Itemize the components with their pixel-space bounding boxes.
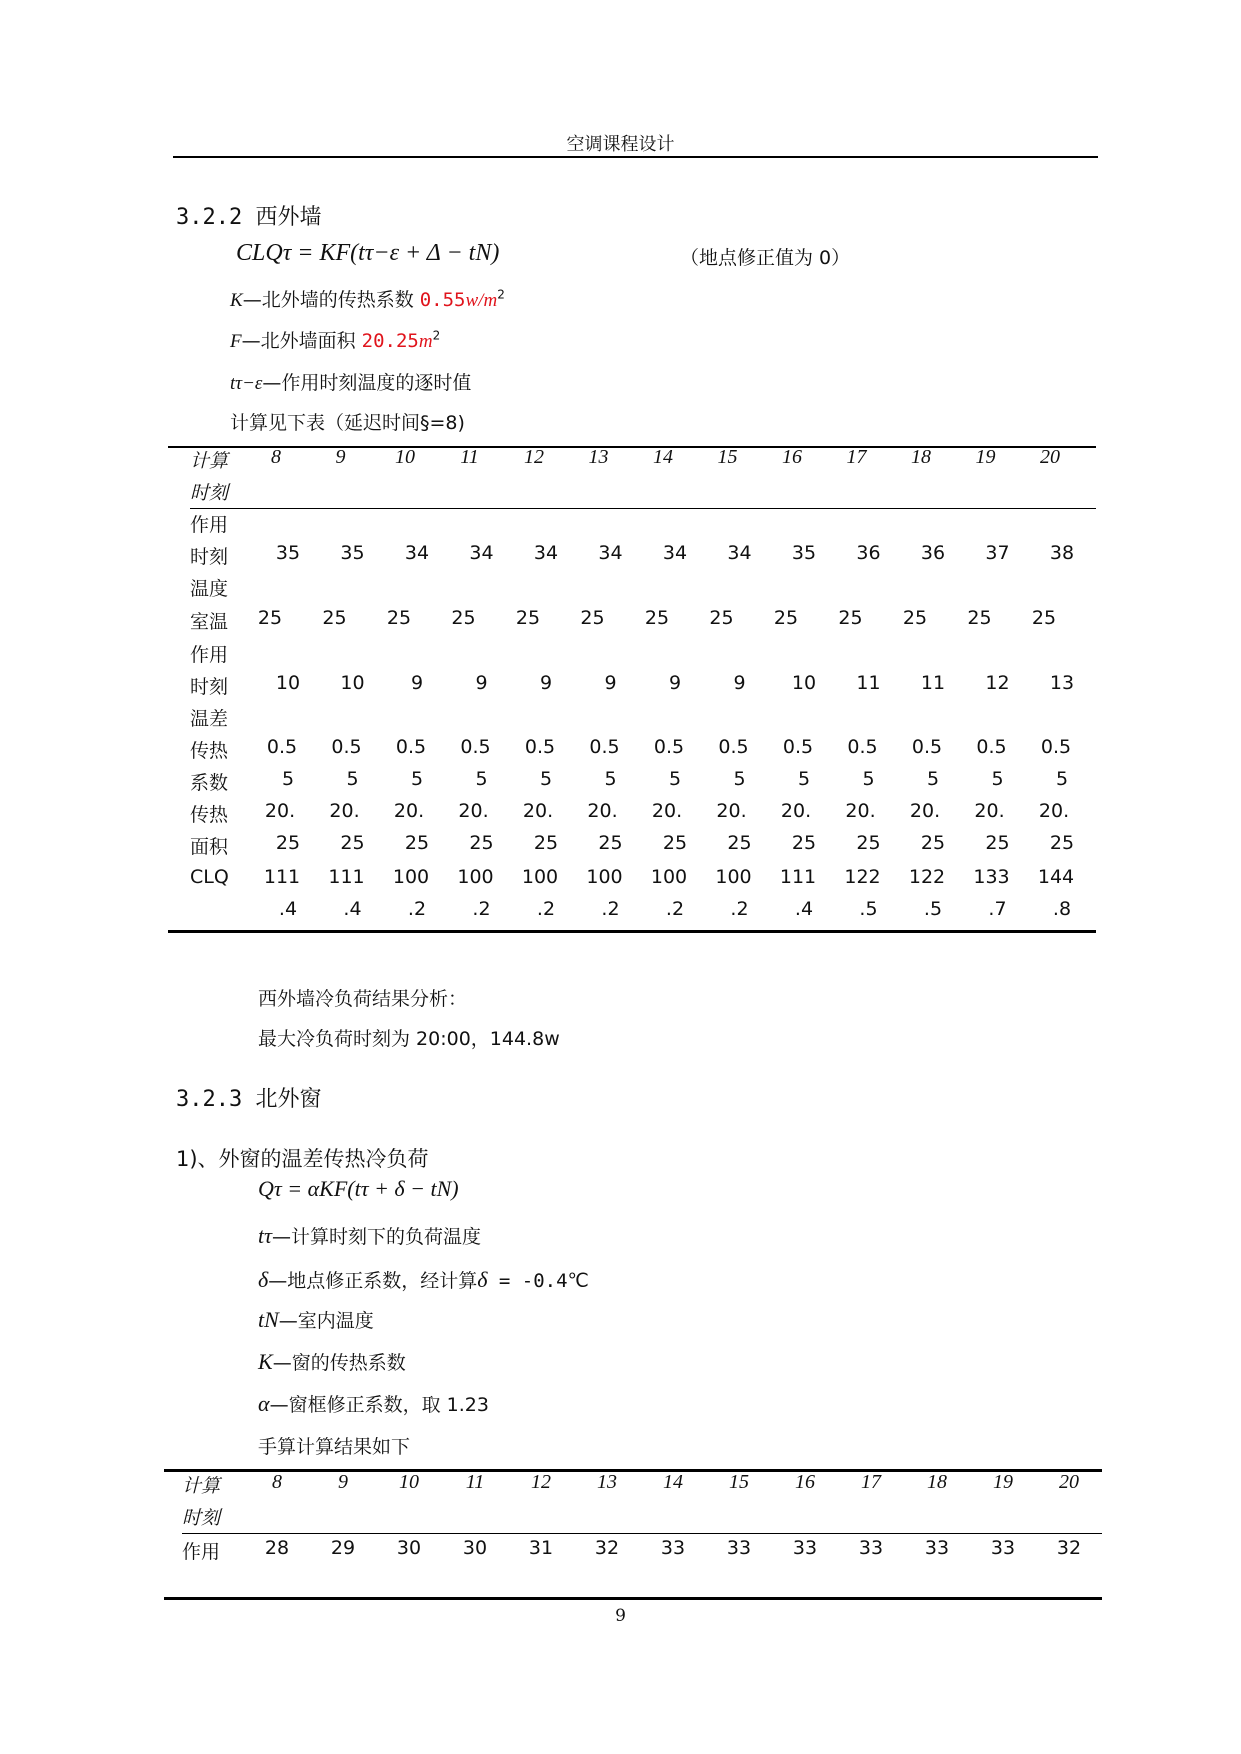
table-cell: 10	[395, 446, 415, 468]
table-cell: 17	[861, 1471, 881, 1493]
formula-clq: CLQτ = KF(tτ−ε + Δ − tN)	[236, 240, 500, 266]
table-cell: 13	[588, 446, 609, 468]
table-cell: 25	[322, 607, 347, 629]
analysis-result: 最大冷负荷时刻为 20:00，144.8w	[258, 1028, 560, 1050]
table-cell: 5	[733, 768, 746, 790]
table-cell: 0.5	[1040, 736, 1072, 758]
table-cell: 37	[985, 542, 1010, 564]
table-cell: .2	[536, 898, 556, 920]
table-cell: 16	[795, 1471, 815, 1493]
table-cell: 11	[920, 672, 946, 694]
table-cell: 10	[275, 672, 301, 694]
table-cell: .2	[472, 898, 491, 920]
table-cell: 20.	[1038, 800, 1070, 822]
table-cell: 8	[272, 1471, 282, 1493]
table-cell: 111	[779, 866, 817, 888]
table-cell: 5	[604, 768, 617, 790]
table-cell: 20	[1059, 1471, 1079, 1493]
table-cell: 33	[726, 1537, 752, 1559]
k-value: 0.55	[419, 289, 466, 311]
table-cell: 19	[993, 1471, 1013, 1493]
table-cell: 9	[475, 672, 488, 694]
table-header-rule	[190, 508, 1096, 509]
table-cell: 20.	[587, 800, 618, 822]
table-cell: 20.	[909, 800, 941, 822]
table-cell: 25	[773, 607, 799, 629]
table-cell: 12	[985, 672, 1010, 694]
table-cell: 9	[335, 446, 346, 468]
table-cell: 20.	[845, 800, 876, 822]
table-cell: .4	[278, 898, 298, 920]
row-label: 传热	[190, 740, 229, 762]
table-cell: 25	[340, 832, 365, 854]
table-cell: 25	[404, 832, 430, 854]
table-cell: 25	[257, 607, 283, 629]
table-cell: 34	[598, 542, 623, 564]
table-cell: 0.5	[976, 736, 1007, 758]
table-cell: 30	[396, 1537, 422, 1559]
table-cell: 5	[1055, 768, 1069, 790]
table-cell: 30	[462, 1537, 488, 1559]
f-value: 20.25	[361, 330, 419, 352]
tn-symbol: tN	[258, 1307, 279, 1332]
table-cell: 31	[528, 1537, 554, 1559]
delta-symbol-2: δ	[477, 1267, 488, 1292]
table-cell: 0.5	[395, 736, 427, 758]
table-cell: 5	[281, 768, 295, 790]
table-cell: 133	[973, 866, 1010, 888]
table-cell: 25	[515, 607, 541, 629]
table-cell: 35	[340, 542, 365, 564]
table-cell: 0.5	[266, 736, 298, 758]
table-cell: 0.5	[460, 736, 491, 758]
calc-note: 计算见下表（延迟时间§=8)	[230, 412, 465, 434]
table-cell: 33	[990, 1537, 1016, 1559]
table-cell: 25	[838, 607, 863, 629]
table-cell: 38	[1049, 542, 1075, 564]
def-delta	[258, 1266, 589, 1293]
table-cell: 5	[926, 768, 940, 790]
table-cell: .4	[794, 898, 814, 920]
table-cell: 9	[410, 672, 424, 694]
analysis-title: 西外墙冷负荷结果分析：	[258, 988, 468, 1010]
row-label: 时刻	[190, 676, 229, 698]
table-cell: 100	[715, 866, 752, 888]
table-cell: 20.	[393, 800, 425, 822]
table-cell: 20	[1040, 446, 1060, 468]
table-cell: 25	[275, 832, 301, 854]
running-header: 空调课程设计	[566, 134, 675, 155]
table-cell: 5	[539, 768, 553, 790]
section-heading-322: 3.2.2 西外墙	[176, 205, 322, 230]
row-label: 传热	[190, 804, 229, 826]
table-cell: 20.	[716, 800, 747, 822]
table-bottom-rule	[164, 1597, 1102, 1600]
alpha-symbol: α	[258, 1391, 270, 1416]
table-cell: 25	[386, 607, 412, 629]
table-cell: 0.5	[653, 736, 685, 758]
table-cell: 100	[650, 866, 688, 888]
table-cell: 34	[662, 542, 688, 564]
formula-q: Qτ = αKF(tτ + δ − tN)	[258, 1176, 459, 1201]
row-label: 作用	[190, 644, 229, 666]
t-definition	[230, 368, 471, 395]
table-cell: 34	[469, 542, 494, 564]
sub-heading: 1)、外窗的温差传热冷负荷	[176, 1147, 429, 1171]
f-symbol: F	[230, 331, 242, 352]
table-cell: 33	[924, 1537, 950, 1559]
formula-note: （地点修正值为 0）	[680, 247, 851, 269]
table-cell: 20.	[974, 800, 1005, 822]
f-exp: 2	[432, 328, 441, 343]
table-cell: 20.	[522, 800, 554, 822]
table-cell: 32	[1056, 1537, 1082, 1559]
table-cell: 25	[533, 832, 559, 854]
table-cell: .2	[730, 898, 749, 920]
header-label-2: 时刻	[190, 482, 229, 504]
table-cell: 5	[410, 768, 424, 790]
def-alpha	[258, 1390, 489, 1417]
row-label: CLQ	[190, 866, 229, 888]
row-label: 系数	[190, 772, 229, 794]
t-symbol: tτ	[258, 1223, 272, 1248]
row-label: 室温	[190, 611, 229, 633]
table-cell: 34	[404, 542, 430, 564]
row-label: 温差	[190, 708, 229, 730]
table-cell: 9	[668, 672, 682, 694]
table-cell: 17	[846, 446, 867, 468]
k-symbol: K	[230, 290, 243, 311]
table-cell: 25	[451, 607, 476, 629]
table-cell: .2	[665, 898, 685, 920]
table-cell: .5	[859, 898, 878, 920]
table-cell: 5	[346, 768, 359, 790]
k-unit: w/m	[465, 290, 498, 311]
table-cell: 0.5	[589, 736, 620, 758]
table-cell: 0.5	[782, 736, 814, 758]
table-cell: 20.	[458, 800, 489, 822]
table-cell: 25	[967, 607, 992, 629]
table-cell: 5	[991, 768, 1004, 790]
row-label: 作用	[190, 514, 229, 536]
header-label-2: 时刻	[182, 1507, 221, 1529]
table-cell: 20.	[780, 800, 812, 822]
table-cell: .5	[923, 898, 943, 920]
table-cell: 0.5	[524, 736, 556, 758]
table-cell: 14	[653, 446, 673, 468]
table-cell: 15	[729, 1471, 749, 1493]
table-cell: 25	[598, 832, 623, 854]
table-cell: 29	[330, 1537, 356, 1559]
def-tn-text: —室内温度	[278, 1310, 374, 1332]
k-text: —北外墙的传热系数	[242, 289, 420, 311]
table-cell: 100	[392, 866, 430, 888]
table-cell: 10	[791, 672, 817, 694]
table-cell: .2	[601, 898, 620, 920]
table-cell: 100	[457, 866, 494, 888]
table-cell: 36	[856, 542, 881, 564]
table-cell: 34	[533, 542, 559, 564]
f-definition	[230, 326, 440, 353]
f-unit: m	[418, 331, 433, 352]
table-cell: 15	[717, 446, 738, 468]
table-cell: 100	[521, 866, 559, 888]
table-cell: .4	[343, 898, 362, 920]
table-header-rule	[182, 1533, 1102, 1534]
table-cell: 5	[668, 768, 682, 790]
table-cell: 9	[733, 672, 746, 694]
table-cell: 25	[791, 832, 817, 854]
header-label-1: 计算	[190, 450, 229, 472]
f-text: —北外墙面积	[241, 330, 362, 352]
k-symbol: K	[258, 1349, 273, 1374]
table-cell: 35	[275, 542, 301, 564]
table-bottom-rule	[168, 930, 1096, 933]
table-cell: .8	[1052, 898, 1072, 920]
table-cell: 25	[856, 832, 881, 854]
table-cell: 11	[856, 672, 881, 694]
table-cell: 5	[797, 768, 811, 790]
table-cell: .2	[407, 898, 427, 920]
table-cell: 122	[908, 866, 946, 888]
table-cell: 9	[338, 1471, 348, 1493]
def-k	[258, 1348, 406, 1375]
def-tn	[258, 1306, 374, 1333]
table-cell: 13	[597, 1471, 617, 1493]
table-cell: 144	[1037, 866, 1075, 888]
table-cell: 14	[663, 1471, 683, 1493]
table-cell: 25	[580, 607, 605, 629]
def-t	[258, 1222, 481, 1249]
table-cell: 122	[844, 866, 881, 888]
table-cell: 16	[782, 446, 802, 468]
table-cell: 12	[524, 446, 544, 468]
table-cell: 20.	[651, 800, 683, 822]
table-cell: 28	[264, 1537, 290, 1559]
table-cell: 25	[1049, 832, 1075, 854]
table-cell: 9	[539, 672, 553, 694]
row-label: 温度	[190, 578, 229, 600]
table-cell: 9	[604, 672, 617, 694]
table-cell: 25	[727, 832, 752, 854]
table-cell: 5	[862, 768, 875, 790]
delta-symbol: δ	[258, 1267, 269, 1292]
table-cell: 25	[920, 832, 946, 854]
table-cell: 20.	[264, 800, 296, 822]
table-cell: 0.5	[331, 736, 362, 758]
table-cell: 111	[263, 866, 301, 888]
table-cell: 33	[858, 1537, 884, 1559]
table-cell: 10	[399, 1471, 419, 1493]
table-cell: 25	[644, 607, 670, 629]
t-symbol: tτ−ε	[230, 373, 263, 394]
table-cell: .7	[988, 898, 1007, 920]
table-cell: 100	[586, 866, 623, 888]
table-cell: 33	[660, 1537, 686, 1559]
row-label: 面积	[190, 836, 229, 858]
def-t-text: —计算时刻下的负荷温度	[272, 1226, 482, 1248]
table-cell: 25	[662, 832, 688, 854]
table-cell: 8	[271, 446, 281, 468]
table-cell: 0.5	[911, 736, 943, 758]
table-cell: 0.5	[847, 736, 878, 758]
table-cell: 20.	[329, 800, 360, 822]
header-rule	[173, 156, 1098, 158]
table-cell: 0.5	[718, 736, 749, 758]
table-cell: 18	[911, 446, 931, 468]
section-heading-323: 3.2.3 北外窗	[176, 1087, 322, 1112]
table-cell: 32	[594, 1537, 620, 1559]
table-cell: 34	[727, 542, 752, 564]
table-cell: 35	[791, 542, 817, 564]
table-cell: 25	[709, 607, 734, 629]
def-delta-text: —地点修正系数，经计算	[268, 1270, 478, 1292]
table-cell: 13	[1049, 672, 1075, 694]
header-label-1: 计算	[182, 1475, 221, 1497]
def-k-text: —窗的传热系数	[272, 1352, 406, 1374]
table-cell: 25	[985, 832, 1010, 854]
k-definition	[230, 285, 505, 312]
table-cell: 25	[469, 832, 494, 854]
table-cell: 33	[792, 1537, 818, 1559]
table-cell: 5	[475, 768, 488, 790]
delta-value: = -0.4℃	[487, 1270, 589, 1292]
table-cell: 25	[1031, 607, 1057, 629]
table-cell: 10	[340, 672, 365, 694]
table-cell: 25	[902, 607, 928, 629]
table-cell: 18	[927, 1471, 947, 1493]
table-cell: 11	[465, 1471, 485, 1493]
page-number: 9	[615, 1606, 626, 1626]
table-cell: 19	[975, 446, 996, 468]
def-alpha-text: —窗框修正系数，取 1.23	[269, 1394, 489, 1416]
table-cell: 111	[328, 866, 365, 888]
row-label: 作用	[182, 1541, 221, 1563]
table-cell: 11	[460, 446, 479, 468]
t-text: —作用时刻温度的逐时值	[262, 372, 472, 394]
table-cell: 12	[531, 1471, 551, 1493]
k-exp: 2	[497, 287, 505, 302]
row-label: 时刻	[190, 546, 229, 568]
calc-note-2: 手算计算结果如下	[258, 1436, 411, 1458]
table-cell: 36	[920, 542, 946, 564]
